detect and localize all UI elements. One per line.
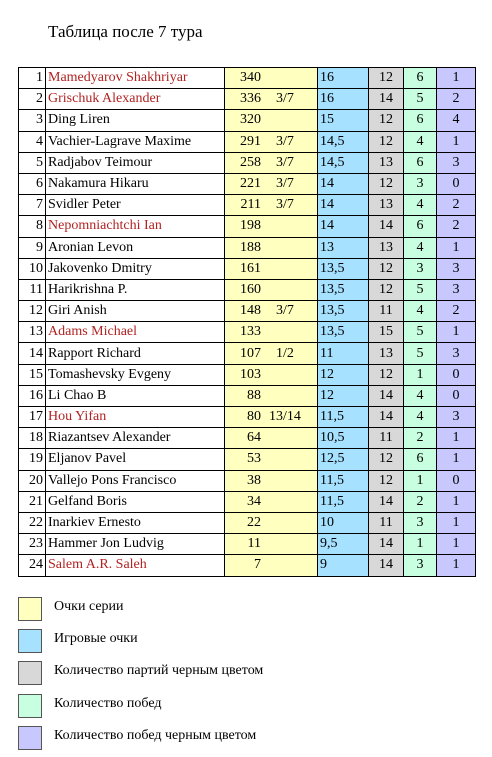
player-name-cell: Ding Liren [46, 110, 225, 131]
table-row [19, 534, 476, 555]
black-wins-cell: 0 [437, 385, 476, 406]
wins-cell: 3 [404, 258, 437, 279]
series-points-cell [225, 470, 318, 491]
wins-cell: 4 [404, 407, 437, 428]
series-points-value: 148 [240, 303, 261, 319]
player-name-cell: Gelfand Boris [46, 491, 225, 512]
series-points-cell [225, 555, 318, 576]
table-row [19, 152, 476, 173]
series-points-cell [225, 385, 318, 406]
black-games-cell: 13 [369, 152, 404, 173]
series-score-value: 3/7 [276, 91, 294, 107]
game-points-cell: 13,5 [318, 279, 369, 300]
rank-cell: 3 [19, 110, 46, 131]
black-wins-cell: 0 [437, 470, 476, 491]
table-row [19, 449, 476, 470]
wins-cell: 6 [404, 152, 437, 173]
black-games-cell: 14 [369, 89, 404, 110]
table-row [19, 279, 476, 300]
player-name-cell: Svidler Peter [46, 195, 225, 216]
rank-cell: 15 [19, 364, 46, 385]
series-score-value: 1/2 [276, 345, 294, 361]
black-wins-cell: 1 [437, 322, 476, 343]
series-points-cell [225, 237, 318, 258]
player-name-cell: Vachier-Lagrave Maxime [46, 131, 225, 152]
black-wins-cell: 4 [437, 110, 476, 131]
black-wins-cell: 2 [437, 89, 476, 110]
game-points-cell: 13,5 [318, 258, 369, 279]
game-points-cell: 10,5 [318, 428, 369, 449]
game-points-cell: 10 [318, 512, 369, 533]
player-name-cell: Giri Anish [46, 301, 225, 322]
game-points-cell: 11 [318, 343, 369, 364]
series-points-cell [225, 68, 318, 89]
wins-cell: 6 [404, 110, 437, 131]
game-points-cell: 16 [318, 68, 369, 89]
player-name-cell: Hammer Jon Ludvig [46, 534, 225, 555]
rank-cell: 11 [19, 279, 46, 300]
rank-cell: 13 [19, 322, 46, 343]
series-points-value: 107 [240, 345, 261, 361]
series-points-value: 38 [247, 472, 261, 488]
player-name-cell: Nakamura Hikaru [46, 173, 225, 194]
game-points-cell: 11,5 [318, 407, 369, 428]
table-row [19, 89, 476, 110]
table-row [19, 385, 476, 406]
wins-cell: 5 [404, 89, 437, 110]
legend-label: Очки серии [54, 599, 124, 614]
black-games-cell: 14 [369, 491, 404, 512]
legend-label: Количество побед черным цветом [54, 728, 257, 743]
game-points-cell: 13 [318, 237, 369, 258]
series-points-cell [225, 343, 318, 364]
rank-cell: 7 [19, 195, 46, 216]
series-points-cell [225, 512, 318, 533]
series-points-value: 258 [240, 154, 261, 170]
wins-cell: 6 [404, 449, 437, 470]
rank-cell: 18 [19, 428, 46, 449]
black-games-cell: 15 [369, 322, 404, 343]
series-points-cell [225, 301, 318, 322]
black-games-cell: 12 [369, 110, 404, 131]
black-games-cell: 14 [369, 555, 404, 576]
table-row [19, 491, 476, 512]
wins-cell: 6 [404, 216, 437, 237]
series-points-cell [225, 449, 318, 470]
player-name-cell: Inarkiev Ernesto [46, 512, 225, 533]
player-name-cell: Grischuk Alexander [46, 89, 225, 110]
rank-cell: 23 [19, 534, 46, 555]
series-score-value: 3/7 [276, 176, 294, 192]
black-wins-cell: 1 [437, 68, 476, 89]
legend-swatch [18, 726, 42, 750]
game-points-cell: 13,5 [318, 322, 369, 343]
player-name-cell: Rapport Richard [46, 343, 225, 364]
legend-label: Игровые очки [54, 631, 138, 646]
series-score-value: 3/7 [276, 133, 294, 149]
game-points-cell: 11,5 [318, 491, 369, 512]
series-points-value: 188 [240, 239, 261, 255]
series-score-value: 3/7 [276, 197, 294, 213]
player-name-cell: Mamedyarov Shakhriyar [46, 68, 225, 89]
table-row [19, 364, 476, 385]
black-games-cell: 11 [369, 428, 404, 449]
black-games-cell: 14 [369, 534, 404, 555]
black-games-cell: 11 [369, 512, 404, 533]
rank-cell: 16 [19, 385, 46, 406]
series-score-value: 3/7 [276, 303, 294, 319]
series-points-value: 340 [240, 70, 261, 86]
black-games-cell: 12 [369, 173, 404, 194]
legend-swatch [18, 597, 42, 621]
rank-cell: 6 [19, 173, 46, 194]
series-points-value: 336 [240, 91, 261, 107]
black-games-cell: 14 [369, 385, 404, 406]
table-row [19, 343, 476, 364]
black-wins-cell: 1 [437, 534, 476, 555]
player-name-cell: Adams Michael [46, 322, 225, 343]
black-wins-cell: 3 [437, 279, 476, 300]
black-wins-cell: 1 [437, 449, 476, 470]
wins-cell: 1 [404, 534, 437, 555]
game-points-cell: 14 [318, 195, 369, 216]
table-row [19, 68, 476, 89]
wins-cell: 3 [404, 173, 437, 194]
table-row [19, 237, 476, 258]
series-points-value: 103 [240, 366, 261, 382]
game-points-cell: 14,5 [318, 152, 369, 173]
black-wins-cell: 3 [437, 152, 476, 173]
game-points-cell: 9 [318, 555, 369, 576]
legend-swatch [18, 629, 42, 653]
black-games-cell: 12 [369, 364, 404, 385]
player-name-cell: Hou Yifan [46, 407, 225, 428]
game-points-cell: 9,5 [318, 534, 369, 555]
rank-cell: 20 [19, 470, 46, 491]
series-points-value: 34 [247, 493, 261, 509]
wins-cell: 4 [404, 301, 437, 322]
game-points-cell: 13,5 [318, 301, 369, 322]
game-points-cell: 12 [318, 364, 369, 385]
series-points-value: 7 [254, 557, 261, 573]
player-name-cell: Aronian Levon [46, 237, 225, 258]
black-games-cell: 12 [369, 131, 404, 152]
wins-cell: 2 [404, 428, 437, 449]
player-name-cell: Harikrishna P. [46, 279, 225, 300]
series-points-value: 320 [240, 112, 261, 128]
player-name-cell: Jakovenko Dmitry [46, 258, 225, 279]
series-points-cell [225, 322, 318, 343]
table-row [19, 195, 476, 216]
table-row [19, 322, 476, 343]
black-games-cell: 13 [369, 195, 404, 216]
legend-swatch [18, 694, 42, 718]
player-name-cell: Riazantsev Alexander [46, 428, 225, 449]
black-wins-cell: 0 [437, 173, 476, 194]
table-row [19, 407, 476, 428]
wins-cell: 5 [404, 279, 437, 300]
black-wins-cell: 1 [437, 512, 476, 533]
wins-cell: 4 [404, 237, 437, 258]
series-points-cell [225, 173, 318, 194]
black-wins-cell: 0 [437, 364, 476, 385]
series-points-value: 291 [240, 133, 261, 149]
series-points-cell [225, 152, 318, 173]
black-games-cell: 12 [369, 68, 404, 89]
wins-cell: 6 [404, 68, 437, 89]
black-games-cell: 14 [369, 407, 404, 428]
series-points-value: 198 [240, 218, 261, 234]
series-points-cell [225, 491, 318, 512]
black-wins-cell: 1 [437, 555, 476, 576]
series-points-value: 221 [240, 176, 261, 192]
black-games-cell: 13 [369, 237, 404, 258]
series-points-cell [225, 131, 318, 152]
series-points-value: 53 [247, 451, 261, 467]
black-games-cell: 12 [369, 449, 404, 470]
wins-cell: 2 [404, 491, 437, 512]
rank-cell: 12 [19, 301, 46, 322]
series-points-cell [225, 407, 318, 428]
wins-cell: 3 [404, 512, 437, 533]
black-games-cell: 13 [369, 343, 404, 364]
rank-cell: 14 [19, 343, 46, 364]
player-name-cell: Radjabov Teimour [46, 152, 225, 173]
table-row [19, 258, 476, 279]
legend-swatch [18, 661, 42, 685]
wins-cell: 5 [404, 343, 437, 364]
rank-cell: 22 [19, 512, 46, 533]
wins-cell: 1 [404, 364, 437, 385]
black-wins-cell: 3 [437, 407, 476, 428]
wins-cell: 1 [404, 470, 437, 491]
wins-cell: 5 [404, 322, 437, 343]
table-row [19, 131, 476, 152]
rank-cell: 24 [19, 555, 46, 576]
black-wins-cell: 2 [437, 195, 476, 216]
black-games-cell: 12 [369, 470, 404, 491]
table-row [19, 173, 476, 194]
series-points-cell [225, 279, 318, 300]
rank-cell: 19 [19, 449, 46, 470]
series-points-cell [225, 216, 318, 237]
series-points-value: 64 [247, 430, 261, 446]
black-games-cell: 12 [369, 258, 404, 279]
page-title: Таблица после 7 тура [48, 22, 203, 41]
black-wins-cell: 2 [437, 301, 476, 322]
series-points-cell [225, 428, 318, 449]
game-points-cell: 16 [318, 89, 369, 110]
table-row [19, 110, 476, 131]
standings-table [18, 67, 476, 577]
wins-cell: 4 [404, 385, 437, 406]
game-points-cell: 14 [318, 173, 369, 194]
rank-cell: 8 [19, 216, 46, 237]
game-points-cell: 11,5 [318, 470, 369, 491]
rank-cell: 10 [19, 258, 46, 279]
legend-label: Количество побед [54, 696, 162, 711]
legend-label: Количество партий черным цветом [54, 663, 264, 678]
game-points-cell: 14,5 [318, 131, 369, 152]
table-row [19, 555, 476, 576]
game-points-cell: 15 [318, 110, 369, 131]
series-points-value: 160 [240, 281, 261, 297]
rank-cell: 4 [19, 131, 46, 152]
player-name-cell: Vallejo Pons Francisco [46, 470, 225, 491]
game-points-cell: 12,5 [318, 449, 369, 470]
series-points-value: 11 [247, 536, 261, 552]
game-points-cell: 12 [318, 385, 369, 406]
rank-cell: 17 [19, 407, 46, 428]
series-score-value: 3/7 [276, 154, 294, 170]
rank-cell: 1 [19, 68, 46, 89]
series-points-value: 161 [240, 260, 261, 276]
series-points-value: 88 [247, 387, 261, 403]
player-name-cell: Nepomniachtchi Ian [46, 216, 225, 237]
table-row [19, 470, 476, 491]
rank-cell: 21 [19, 491, 46, 512]
black-wins-cell: 1 [437, 237, 476, 258]
black-games-cell: 11 [369, 301, 404, 322]
series-points-cell [225, 534, 318, 555]
table-row [19, 301, 476, 322]
series-points-cell [225, 364, 318, 385]
table-row [19, 428, 476, 449]
table-row [19, 512, 476, 533]
table-row [19, 216, 476, 237]
series-points-value: 211 [240, 197, 261, 213]
black-wins-cell: 3 [437, 258, 476, 279]
black-games-cell: 14 [369, 216, 404, 237]
rank-cell: 5 [19, 152, 46, 173]
series-points-cell [225, 195, 318, 216]
black-games-cell: 12 [369, 279, 404, 300]
player-name-cell: Eljanov Pavel [46, 449, 225, 470]
player-name-cell: Salem A.R. Saleh [46, 555, 225, 576]
black-wins-cell: 3 [437, 343, 476, 364]
series-points-cell [225, 110, 318, 131]
wins-cell: 3 [404, 555, 437, 576]
black-wins-cell: 1 [437, 491, 476, 512]
black-wins-cell: 1 [437, 428, 476, 449]
series-points-value: 133 [240, 324, 261, 340]
player-name-cell: Li Chao B [46, 385, 225, 406]
black-wins-cell: 1 [437, 131, 476, 152]
player-name-cell: Tomashevsky Evgeny [46, 364, 225, 385]
wins-cell: 4 [404, 195, 437, 216]
wins-cell: 4 [404, 131, 437, 152]
series-points-cell [225, 89, 318, 110]
series-score-value: 13/14 [269, 409, 301, 425]
series-points-value: 22 [247, 515, 261, 531]
series-points-value: 80 [247, 409, 261, 425]
game-points-cell: 14 [318, 216, 369, 237]
rank-cell: 9 [19, 237, 46, 258]
series-points-cell [225, 258, 318, 279]
rank-cell: 2 [19, 89, 46, 110]
black-wins-cell: 2 [437, 216, 476, 237]
